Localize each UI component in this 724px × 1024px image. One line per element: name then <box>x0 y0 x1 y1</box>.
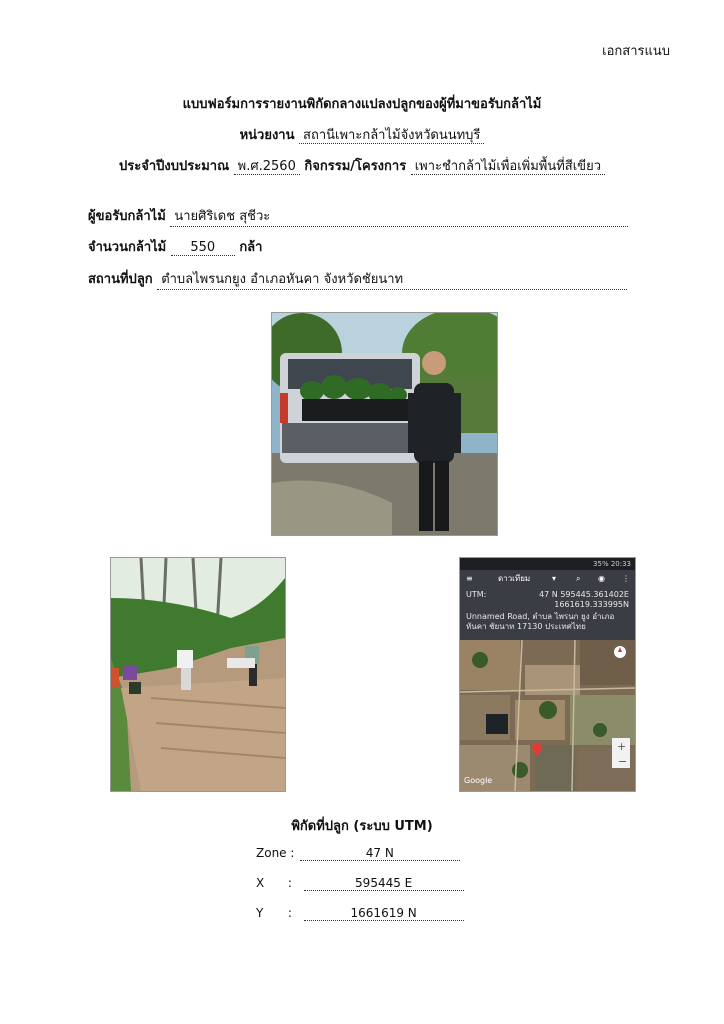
menu-icon[interactable]: ≡ <box>466 574 473 583</box>
recipient-row <box>88 205 628 227</box>
utm-coordinates-title: พิกัดที่ปลูก (ระบบ UTM) <box>291 819 433 834</box>
fy-value: พ.ศ.2560 <box>234 159 300 175</box>
map-type-selector[interactable]: ดาวเทียม <box>498 574 531 583</box>
agency-label: หน่วยงาน <box>239 128 295 143</box>
utm-value-northing: 1661619.333995N <box>554 600 629 609</box>
search-icon[interactable]: ⌕ <box>576 574 581 583</box>
address-text: Unnamed Road, ตำบล ไพรนก ยูง อำเภอ หันคา ชัยนาท 17130 ประเทศไทย <box>466 612 615 631</box>
form-title: แบบฟอร์มการรายงานพิกัดกลางแปลงปลูกของผู้ที่มาขอรับกล้าไม้ <box>182 97 542 112</box>
satellite-map-image <box>460 640 635 791</box>
activity-value: เพาะชำกล้าไม้เพื่อเพิ่มพื้นที่สีเขียว <box>411 159 605 175</box>
y-label: Y <box>256 906 264 920</box>
x-label: X <box>256 876 265 890</box>
x-value: 595445 E <box>304 876 464 891</box>
location-row <box>88 268 627 290</box>
utm-label: UTM: <box>466 590 487 599</box>
count-unit: กล้า <box>239 240 263 255</box>
google-logo: Google <box>464 776 493 785</box>
svg-text:+: + <box>617 740 627 753</box>
utm-value: 47 N 595445.361402E <box>539 590 629 599</box>
activity-label: กิจกรรม/โครงการ <box>304 159 407 174</box>
fiscal-year-line <box>0 155 724 176</box>
planting-photo <box>110 557 286 792</box>
zone-label: Zone : <box>256 846 295 860</box>
count-value: 550 <box>171 240 235 256</box>
recipient-value: นายศิริเดช สุชีวะ <box>170 205 628 227</box>
y-colon: : <box>287 906 292 920</box>
truck-photo-image <box>272 313 497 535</box>
count-label: จำนวนกล้าไม้ <box>88 240 167 255</box>
attachment-tag: เอกสารแนบ <box>602 44 670 59</box>
zone-row <box>256 846 460 861</box>
svg-text:−: − <box>618 755 628 768</box>
x-row <box>256 876 464 891</box>
location-icon[interactable]: ◉ <box>598 574 605 583</box>
y-value: 1661619 N <box>304 906 464 921</box>
recipient-label: ผู้ขอรับกล้าไม้ <box>88 209 166 224</box>
location-value: ตำบลไพรนกยูง อำเภอหันคา จังหวัดชัยนาท <box>157 268 627 290</box>
phone-app-bar <box>460 570 635 588</box>
gps-screenshot <box>459 557 636 792</box>
location-label: สถานที่ปลูก <box>88 272 153 287</box>
zone-value: 47 N <box>300 846 460 861</box>
chevron-down-icon[interactable]: ▾ <box>552 574 557 583</box>
seedling-count-row <box>88 236 262 257</box>
agency-line <box>0 124 724 145</box>
x-colon: : <box>287 876 292 890</box>
phone-status-bar: 35% 20:33 <box>460 558 635 570</box>
y-row <box>256 906 464 921</box>
satellite-map[interactable] <box>460 640 635 791</box>
truck-photo <box>271 312 498 536</box>
planting-photo-image <box>111 558 285 791</box>
fy-label: ประจำปีงบประมาณ <box>119 159 230 174</box>
more-icon[interactable]: ⋮ <box>622 574 630 583</box>
agency-value: สถานีเพาะกล้าไม้จังหวัดนนทบุรี <box>299 128 484 144</box>
